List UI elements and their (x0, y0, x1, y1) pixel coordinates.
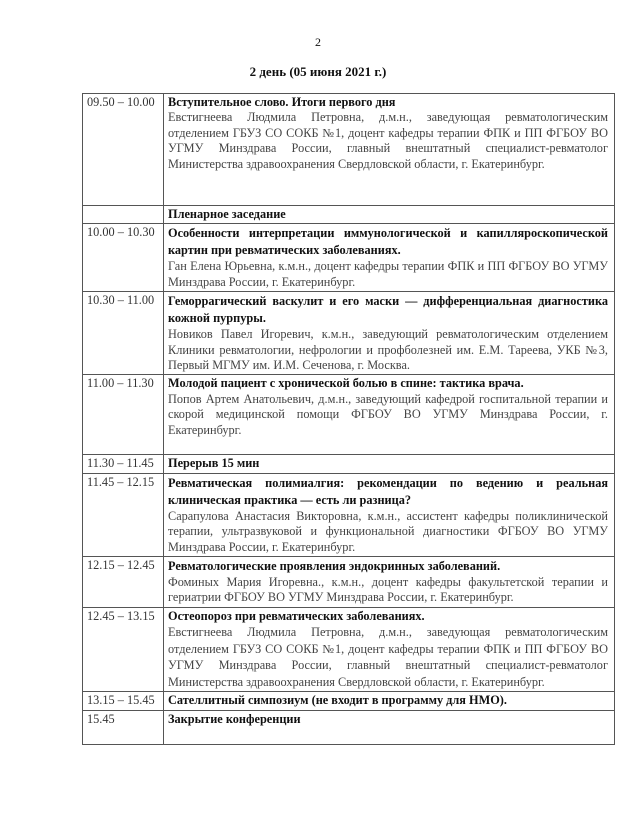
content-cell (164, 473, 615, 556)
topic: Особенности интерпретации иммунологической и капилляроскопической картин при ревматических заболеваниях. (168, 226, 608, 258)
page-title: 2 день (05 июня 2021 г.) (249, 64, 387, 79)
topic: Закрытие конференции (168, 711, 301, 726)
table-row (83, 206, 615, 224)
time-cell: 11.45 – 12.15 (83, 473, 164, 556)
topic: Ревматическая полимиалгия: рекомендации по ведению и реальная клиническая практика — есть ли разница? (168, 475, 608, 507)
table-row (83, 94, 615, 206)
content-cell (164, 224, 615, 292)
table-row (83, 224, 615, 292)
speaker: Новиков Павел Игоревич, к.м.н., заведующий ревматологическим отделением Клиники ревматологии, нефрологии и профболезней им. Е.М. Тареева, УКБ №3, Первый МГМУ им. И.М. Сеченова, г. Москва. (168, 327, 608, 373)
time-cell (83, 206, 164, 224)
content-cell (164, 206, 615, 224)
topic: Вступительное слово. Итоги первого дня (168, 95, 396, 109)
time-cell: 11.00 – 11.30 (83, 375, 164, 455)
content-cell (164, 557, 615, 608)
content-cell (164, 455, 615, 473)
time-cell: 13.15 – 15.45 (83, 692, 164, 710)
speaker: Фоминых Мария Игоревна., к.м.н., доцент кафедры факультетской терапии и гериатрии ФГБОУ ВО УГМУ Минздрава России, г. Екатеринбург. (168, 575, 608, 605)
speaker: Евстигнеева Людмила Петровна, д.м.н., заведующая ревматологическим отделением ГБУЗ СО СОКБ №1, доцент кафедры терапии ФПК и ПП ФГБОУ ВО УГМУ Минздрава России, главный внештатный специалист-ревматолог Министерства здравоохранения Свердловской области, г. Екатеринбург. (168, 110, 608, 171)
content-cell (164, 710, 615, 744)
speaker: Попов Артем Анатольевич, д.м.н., заведующий кафедрой госпитальной терапии и скорой медицинской помощи ФГБОУ ВО УГМУ Минздрава России, г. Екатеринбург. (168, 391, 608, 437)
time-cell: 12.45 – 13.15 (83, 607, 164, 691)
table-row (83, 473, 615, 556)
schedule-table (82, 93, 615, 745)
topic: Молодой пациент с хронической болью в спине: тактика врача. (168, 376, 524, 391)
content-cell (164, 94, 615, 206)
topic: Ревматологические проявления эндокринных заболеваний. (168, 559, 501, 574)
page-number: 2 (315, 35, 321, 49)
time-cell: 10.30 – 11.00 (83, 292, 164, 375)
section-heading: Пленарное заседание (168, 207, 286, 221)
time-cell: 15.45 (83, 710, 164, 744)
table-row (83, 692, 615, 710)
table-row (83, 455, 615, 473)
time-cell: 10.00 – 10.30 (83, 224, 164, 292)
table-row (83, 607, 615, 691)
topic: Перерыв 15 мин (168, 456, 260, 471)
table-row (83, 292, 615, 375)
time-cell: 11.30 – 11.45 (83, 455, 164, 473)
topic: Остеопороз при ревматических заболеваниях. (168, 608, 425, 623)
time-cell: 12.15 – 12.45 (83, 557, 164, 608)
table-row (83, 375, 615, 455)
content-cell (164, 692, 615, 710)
speaker: Сарапулова Анастасия Викторовна, к.м.н., ассистент кафедры поликлинической терапии, ультразвуковой и функциональной диагностики ФГБОУ ВО УГМУ Минздрава России, г. Екатеринбург. (168, 508, 608, 554)
table-row (83, 557, 615, 608)
table-row (83, 710, 615, 744)
topic: Сателлитный симпозиум (не входит в программу для НМО). (168, 693, 507, 708)
content-cell (164, 292, 615, 375)
content-cell (164, 607, 615, 691)
time-cell: 09.50 – 10.00 (83, 94, 164, 206)
speaker: Евстигнеева Людмила Петровна, д.м.н., заведующая ревматологическим отделением ГБУЗ СО СОКБ №1, доцент кафедры терапии ФПК и ПП ФГБОУ ВО УГМУ Минздрава России, главный внештатный специалист-ревматолог Министерства здравоохранения Свердловской области, г. Екатеринбург. (168, 625, 608, 689)
speaker: Ган Елена Юрьевна, к.м.н., доцент кафедры терапии ФПК и ПП ФГБОУ ВО УГМУ Минздрава России, г. Екатеринбург. (168, 259, 608, 289)
topic: Геморрагический васкулит и его маски — дифференциальная диагностика кожной пурпуры. (168, 294, 608, 326)
content-cell (164, 375, 615, 455)
